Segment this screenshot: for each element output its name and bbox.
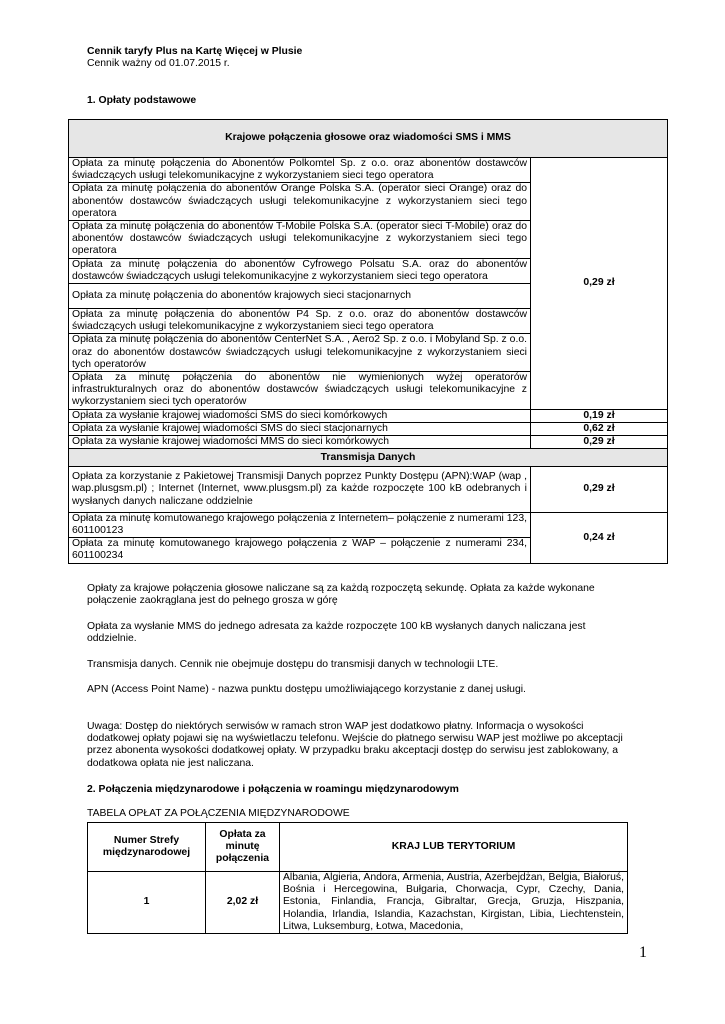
sms-mobile-label: Opłata za wysłanie krajowej wiadomości SMS do sieci komórkowych (69, 409, 531, 422)
zone-number: 1 (88, 872, 206, 934)
page-number: 1 (639, 944, 647, 961)
section1-heading: 1. Opłaty podstawowe (87, 95, 197, 106)
validity-date: Cennik ważny od 01.07.2015 r. (87, 58, 230, 69)
intl-table-caption: TABELA OPŁAT ZA POŁĄCZENIA MIĘDZYNARODOWE (87, 808, 350, 819)
data-transmission-header: Transmisja Danych (69, 449, 668, 467)
voice-row-label: Opłata za minutę połączenia do abonentów P4 Sp. z o.o. oraz do abonentów dostawców świadczących usługi telekomunikacyjne z wykorzystaniem sieci tego operatora (69, 309, 531, 334)
table-row (69, 409, 668, 422)
col-price-header: Opłata za minutę połączenia (206, 823, 280, 872)
table-row (69, 422, 668, 435)
mms-mobile-price: 0,29 zł (531, 436, 668, 449)
section2-heading: 2. Połączenia międzynarodowe i połączenia w roamingu międzynarodowym (87, 784, 459, 795)
zone-price: 2,02 zł (206, 872, 280, 934)
note-lte: Transmisja danych. Cennik nie obejmuje dostępu do transmisji danych w technologii LTE. (87, 659, 499, 670)
note-apn: APN (Access Point Name) - nazwa punktu dostępu umożliwiającego korzystanie z danej usługi. (87, 684, 526, 695)
voice-row-label: Opłata za minutę połączenia do abonentów nie wymienionych wyżej operatorów infrastrukturalnych oraz do abonentów dostawców świadczących usługi telekomunikacyjne z wykorzystaniem sieci tych operatorów (69, 372, 531, 410)
document-title: Cennik taryfy Plus na Kartę Więcej w Plusie (87, 46, 303, 57)
voice-row-label: Opłata za minutę połączenia do abonentów CenterNet S.A. , Aero2 Sp. z o.o. i Mobyland Sp. z o.o. oraz do abonentów dostawców świadczących usługi telekomunikacyjne z wykorzystaniem sieci tych operatorów (69, 334, 531, 372)
voice-row-label: Opłata za minutę połączenia do abonentów Orange Polska S.A. (operator sieci Orange) oraz do abonentów dostawców świadczących usługi telekomunikacyjne z wykorzystaniem sieci tego operatora (69, 183, 531, 221)
note-wap-warning: Uwaga: Dostęp do niektórych serwisów w ramach stron WAP jest dodatkowo płatny. Informacja o wysokości dodatkowej opłaty pojawi się na wyświetlaczu telefonu. Wejście do płatnego serwisu WAP jest możliwe po akceptacji przez abonenta wysokości dodatkowej opłaty. W przypadku braku akceptacji dostęp do serwisu jest zablokowany, a dodatkowa opłata nie jest naliczana. (87, 721, 623, 769)
table-row (88, 872, 628, 934)
table-row (69, 467, 668, 513)
dialup-internet-label: Opłata za minutę komutowanego krajowego połączenia z Internetem– połączenie z numerami 123, 601100123 (69, 512, 531, 537)
table-row (69, 512, 668, 537)
voice-row-label: Opłata za minutę połączenia do Abonentów Polkomtel Sp. z o.o. oraz abonentów dostawców świadczących usługi telekomunikacyjne z wykorzystaniem sieci tego operatora (69, 158, 531, 183)
mms-mobile-label: Opłata za wysłanie krajowej wiadomości MMS do sieci komórkowych (69, 436, 531, 449)
voice-row-label: Opłata za minutę połączenia do abonentów T-Mobile Polska S.A. (operator sieci T-Mobile) oraz do abonentów dostawców świadczących usługi telekomunikacyjne z wykorzystaniem sieci tego operatora (69, 221, 531, 259)
voice-sms-mms-header: Krajowe połączenia głosowe oraz wiadomości SMS i MMS (69, 120, 668, 158)
sms-landline-price: 0,62 zł (531, 422, 668, 435)
col-country-header: KRAJ LUB TERYTORIUM (280, 823, 628, 872)
table-header-row (69, 120, 668, 158)
note-mms: Opłata za wysłanie MMS do jednego adresata za każde rozpoczęte 100 kB wysłanych danych naliczana jest oddzielnie. (87, 621, 586, 645)
basic-fees-table (68, 119, 668, 564)
data-transmission-label: Opłata za korzystanie z Pakietowej Transmisji Danych poprzez Punkty Dostępu (APN):WAP (wap , wap.plusgsm.pl) ; Internet (Internet, www.plusgsm.pl) za każde rozpoczęte 100 kB odebranych i wysłanych danych naliczane oddzielnie (69, 467, 531, 513)
zone-countries: Albania, Algieria, Andora, Armenia, Austria, Azerbejdżan, Belgia, Białoruś, Bośnia i Hercegowina, Bułgaria, Chorwacja, Cypr, Czechy, Dania, Estonia, Finlandia, Francja, Gibraltar, Grecja, Gruzja, Hiszpania, Holandia, Irlandia, Islandia, Kazachstan, Kirgistan, Libia, Liechtenstein, Litwa, Luksemburg, Łotwa, Macedonia, (280, 872, 628, 934)
voice-price: 0,29 zł (531, 158, 668, 410)
dialup-wap-label: Opłata za minutę komutowanego krajowego połączenia z WAP – połączenie z numerami 234, 601100234 (69, 538, 531, 563)
table-row (69, 436, 668, 449)
note-billing: Opłaty za krajowe połączenia głosowe naliczane są za każdą rozpoczętą sekundę. Opłata za każde wykonane połączenie zaokrąglana jest do pełnego grosza w górę (87, 583, 595, 607)
data-transmission-price: 0,29 zł (531, 467, 668, 513)
international-fees-table (87, 822, 628, 934)
dialup-price: 0,24 zł (531, 512, 668, 563)
table-header-row (69, 449, 668, 467)
voice-row-label: Opłata za minutę połączenia do abonentów Cyfrowego Polsatu S.A. oraz do abonentów dostawców świadczących usługi telekomunikacyjne z wykorzystaniem sieci tego operatora (69, 258, 531, 283)
col-zone-header: Numer Strefy międzynarodowej (88, 823, 206, 872)
voice-row-label: Opłata za minutę połączenia do abonentów krajowych sieci stacjonarnych (69, 284, 531, 309)
table-header-row (88, 823, 628, 872)
table-row (69, 158, 668, 183)
sms-mobile-price: 0,19 zł (531, 409, 668, 422)
sms-landline-label: Opłata za wysłanie krajowej wiadomości SMS do sieci stacjonarnych (69, 422, 531, 435)
